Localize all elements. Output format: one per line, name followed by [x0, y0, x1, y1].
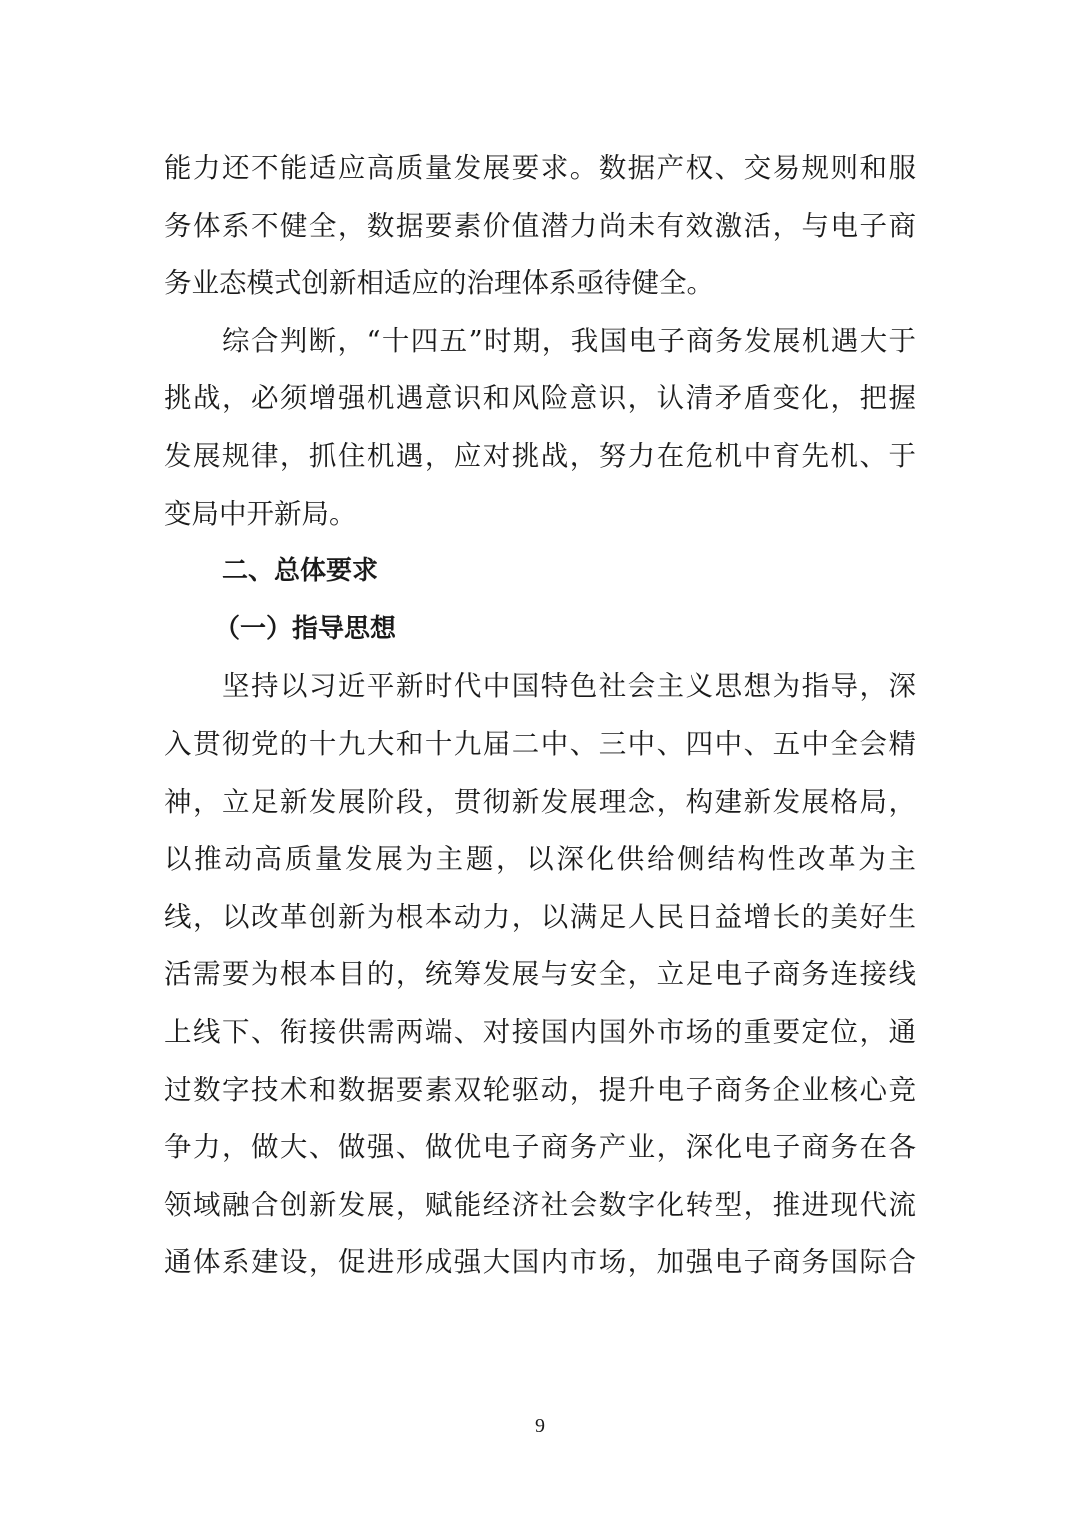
text-line: 发展规律，抓住机遇，应对挑战，努力在危机中育先机、于: [164, 439, 916, 472]
page-number: 9: [535, 1415, 545, 1437]
section-heading: 二、总体要求: [222, 556, 379, 587]
text-line: 过数字技术和数据要素双轮驱动，提升电子商务企业核心竞: [164, 1073, 916, 1106]
paragraph-summary: [164, 313, 916, 543]
text-line: 神，立足新发展阶段，贯彻新发展理念，构建新发展格局，: [164, 785, 916, 818]
text-line: 挑战，必须增强机遇意识和风险意识，认清矛盾变化，把握: [164, 382, 916, 415]
text-line: 坚持以习近平新时代中国特色社会主义思想为指导，深: [222, 670, 916, 703]
text-line: 活需要为根本目的，统筹发展与安全，立足电子商务连接线: [164, 958, 916, 991]
text-line: 以推动高质量发展为主题，以深化供给侧结构性改革为主: [164, 843, 916, 876]
text-line: 线，以改革创新为根本动力，以满足人民日益增长的美好生: [164, 900, 916, 933]
text-line: 能力还不能适应高质量发展要求。数据产权、交易规则和服: [164, 152, 916, 184]
text-line: 上线下、衔接供需两端、对接国内国外市场的重要定位，通: [164, 1015, 916, 1048]
text-line: 入贯彻党的十九大和十九届二中、三中、四中、五中全会精: [164, 727, 916, 760]
paragraph-continuation: [164, 140, 916, 313]
paragraph-guiding-ideology: [164, 658, 916, 1292]
subsection-heading: （一）指导思想: [214, 613, 397, 644]
text-line: 变局中开新局。: [164, 497, 357, 530]
text-line: 通体系建设，促进形成强大国内市场，加强电子商务国际合: [164, 1246, 916, 1279]
text-line: 务体系不健全，数据要素价值潜力尚未有效激活，与电子商: [164, 209, 916, 242]
text-line: 务业态模式创新相适应的治理体系亟待健全。: [164, 267, 714, 300]
text-line: 领域融合创新发展，赋能经济社会数字化转型，推进现代流: [164, 1188, 916, 1221]
text-line: 争力，做大、做强、做优电子商务产业，深化电子商务在各: [164, 1131, 916, 1164]
text-line: 综合判断，“十四五”时期，我国电子商务发展机遇大于: [222, 324, 916, 357]
document-body: [164, 140, 916, 1292]
